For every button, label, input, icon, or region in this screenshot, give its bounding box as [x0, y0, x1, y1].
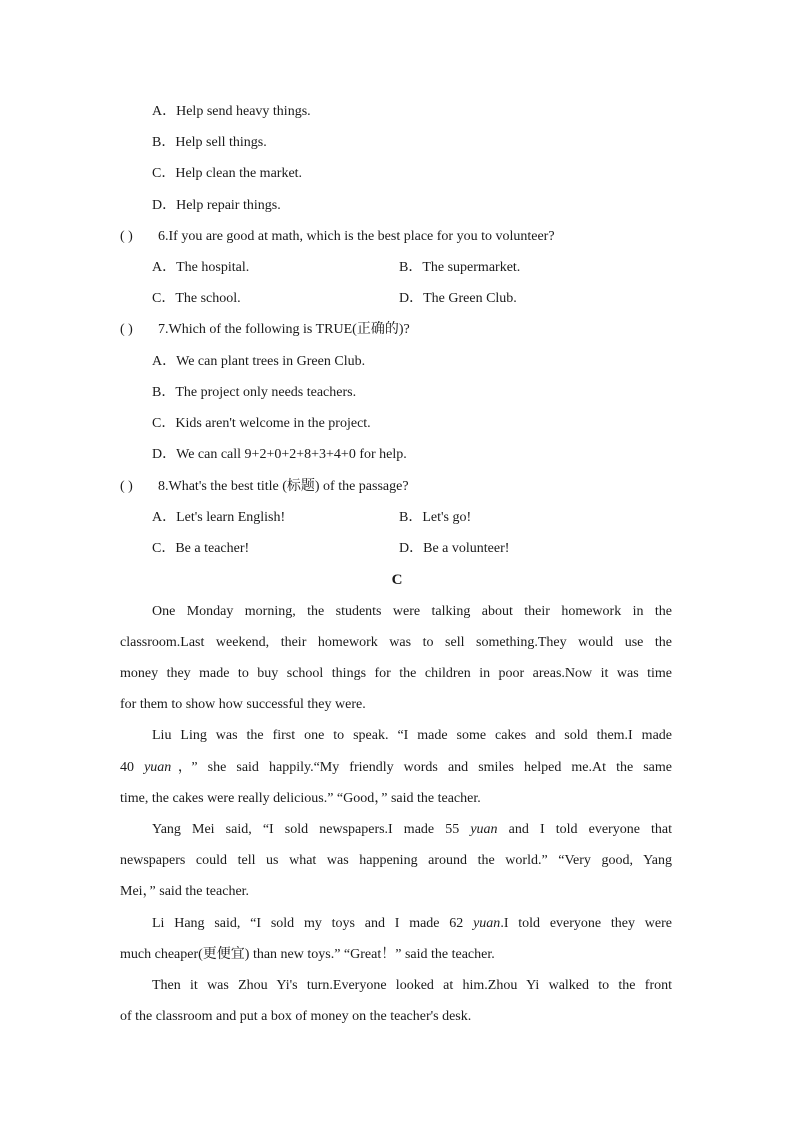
question-8 — [120, 478, 409, 496]
q5-option-d: D．Help repair things. — [152, 198, 281, 213]
passage-line: Mei，” said the teacher. — [120, 884, 250, 899]
passage-line: newspapers could tell us what was happening around the world.” “Very good, Yang — [120, 853, 672, 868]
answer-blank[interactable]: ( ) — [120, 229, 133, 244]
question-6 — [120, 228, 555, 246]
passage-line: time, the cakes were really delicious.” “Good，” said the teacher. — [120, 791, 481, 806]
answer-blank[interactable]: ( ) — [120, 479, 133, 494]
q6-option-d: D．The Green Club. — [399, 291, 517, 306]
q8-option-a: A．Let's learn English! — [152, 510, 286, 525]
passage-line: much cheaper(更便宜) than new toys.” “Great！” said the teacher. — [120, 947, 495, 962]
question-text: 8.What's the best title (标题) of the passage? — [158, 479, 409, 494]
q7-option-a: A．We can plant trees in Green Club. — [152, 354, 366, 369]
passage-line: 40 yuan，” she said happily.“My friendly words and smiles helped me.At the same — [120, 760, 673, 775]
question-7 — [120, 321, 410, 339]
passage-line: Yang Mei said, “I sold newspapers.I made 55 yuan and I told everyone that — [152, 822, 673, 837]
q8-option-c: C．Be a teacher! — [152, 541, 250, 556]
section-heading: C — [391, 572, 403, 588]
q7-option-d: D．We can call 9+2+0+2+8+3+4+0 for help. — [152, 447, 407, 462]
q8-option-b: B．Let's go! — [399, 510, 472, 525]
passage-line: Liu Ling was the first one to speak. “I made some cakes and sold them.I made — [152, 728, 672, 743]
q8-option-d: D．Be a volunteer! — [399, 541, 510, 556]
passage-line: money they made to buy school things for the children in poor areas.Now it was time — [120, 666, 672, 681]
q7-option-b: B．The project only needs teachers. — [152, 385, 357, 400]
question-text: 7.Which of the following is TRUE(正确的)? — [158, 322, 410, 337]
q7-option-c: C．Kids aren't welcome in the project. — [152, 416, 371, 431]
passage-line: One Monday morning, the students were talking about their homework in the — [152, 604, 672, 619]
q6-option-c: C．The school. — [152, 291, 241, 306]
q5-option-c: C．Help clean the market. — [152, 166, 303, 181]
passage-line: of the classroom and put a box of money on the teacher's desk. — [120, 1009, 472, 1024]
answer-blank[interactable]: ( ) — [120, 322, 133, 337]
q6-option-b: B．The supermarket. — [399, 260, 521, 275]
q5-option-b: B．Help sell things. — [152, 135, 267, 150]
passage-line: classroom.Last weekend, their homework was to sell something.They would use the — [120, 635, 672, 650]
q6-option-a: A．The hospital. — [152, 260, 250, 275]
question-text: 6.If you are good at math, which is the best place for you to volunteer? — [158, 229, 555, 244]
q5-option-a: A．Help send heavy things. — [152, 104, 311, 119]
passage-line: for them to show how successful they were. — [120, 697, 366, 712]
passage-line: Then it was Zhou Yi's turn.Everyone looked at him.Zhou Yi walked to the front — [152, 978, 672, 993]
passage-line: Li Hang said, “I sold my toys and I made 62 yuan.I told everyone they were — [152, 916, 672, 931]
